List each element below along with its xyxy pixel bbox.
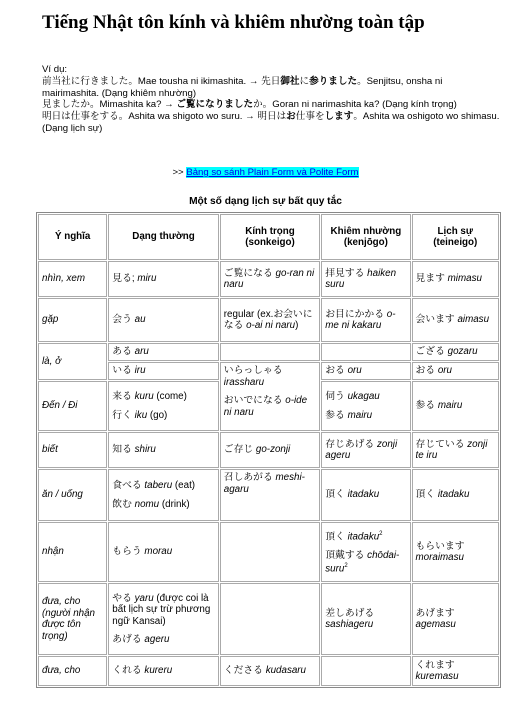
jp-text: ご覧になる (223, 267, 276, 279)
header-meaning: Ý nghĩa (38, 214, 107, 260)
cell-plain (108, 261, 218, 297)
header-kenjo: Khiêm nhường (kenjōgo) (321, 214, 410, 260)
cell-teinei (412, 522, 499, 582)
jp-text: やる (112, 592, 135, 604)
cell-meaning: ăn / uống (38, 469, 107, 521)
romaji-text: mairu (437, 400, 463, 412)
jp-text: ) (295, 320, 299, 331)
jp-text: 存じあげる (325, 438, 377, 450)
romaji-text: chōdai-suru (325, 549, 400, 575)
example-2-bold: ご覧になりました (176, 99, 254, 111)
jp-text: いる (112, 365, 135, 377)
gloss-text: (come) (153, 391, 187, 402)
jp-text: 飲む (112, 498, 135, 510)
cell-sonkei (220, 656, 320, 686)
table-row (38, 432, 499, 468)
romaji-text: o-ide ni naru (223, 395, 308, 418)
cell-meaning: nhìn, xem (38, 261, 107, 297)
cell-teinei (412, 469, 499, 521)
cell-teinei (412, 381, 499, 431)
romaji-text: zonji te iru (415, 438, 488, 461)
jp-text: 参る (415, 400, 438, 412)
cell-kenjo (321, 469, 410, 521)
jp-text: 会います (415, 314, 458, 326)
cell-kenjo (321, 298, 410, 342)
romaji-text: mairu (347, 409, 373, 421)
header-plain: Dạng thường (108, 214, 218, 260)
cell-plain (108, 343, 218, 361)
example-3-text: 明日は仕事をする。Ashita wa shigoto wo suru. → 明日は (42, 111, 287, 123)
cell-meaning: đưa, cho (38, 656, 107, 686)
jp-text: くれます (415, 659, 455, 671)
cell-sonkei (220, 343, 320, 361)
jp-text: 召しあがる (223, 472, 276, 483)
jp-text: ござる (415, 346, 448, 358)
romaji-text: itadaku (347, 489, 380, 501)
example-1-bold: 参りました (309, 75, 358, 87)
cell-teinei (412, 343, 499, 361)
cell-teinei (412, 656, 499, 686)
table-caption: Một số dạng lịch sự bất quy tắc (189, 196, 342, 207)
header-sonkei: Kính trọng (sonkeigo) (220, 214, 320, 260)
cell-sonkei (220, 432, 320, 468)
cell-teinei (412, 362, 499, 380)
cell-meaning: đưa, cho (người nhận được tôn trọng) (38, 583, 107, 655)
example-1 (42, 76, 500, 100)
romaji-text: haiken suru (325, 267, 397, 290)
cell-kenjo (321, 432, 410, 468)
jp-text: regular (ex.お会いになる (223, 308, 313, 331)
cell-kenjo (321, 261, 410, 297)
romaji-text: kuremasu (415, 671, 459, 682)
romaji-text: morau (144, 546, 173, 558)
page-title: Tiếng Nhật tôn kính và khiêm nhường toàn tập (42, 12, 425, 33)
gloss-text: (eat) (172, 480, 196, 491)
jp-text: 来る (112, 391, 135, 402)
romaji-text: gozaru (447, 346, 478, 358)
jp-text: 差しあげる (325, 607, 375, 619)
gloss-text: (go) (147, 409, 168, 421)
jp-text: 見る; (112, 273, 138, 285)
cell-meaning: gặp (38, 298, 107, 342)
romaji-text: nomu (134, 498, 160, 510)
jp-text: 伺う (325, 391, 348, 402)
cell-kenjo (321, 362, 410, 380)
jp-text: 存じている (415, 438, 468, 450)
cell-kenjo (321, 343, 410, 361)
romaji-text: aru (134, 346, 149, 358)
example-1-text: 。Senjitsu, onsha ni mairimashita. (Dạng khiêm nhường) (42, 75, 443, 99)
cell-plain (108, 432, 218, 468)
table-row (38, 298, 499, 342)
romaji-text: go-zonji (255, 444, 291, 456)
jp-text: 行く (112, 409, 135, 421)
cell-plain (108, 362, 218, 380)
romaji-text: iru (134, 365, 146, 377)
jp-text: 頂戴する (325, 549, 368, 561)
cell-plain (108, 469, 218, 521)
cell-plain (108, 298, 218, 342)
romaji-text: agemasu (415, 619, 456, 630)
romaji-text: taberu (144, 480, 173, 491)
romaji-text: shiru (134, 444, 156, 456)
jp-text: ある (112, 346, 135, 358)
example-3-text: 。Ashita wa oshigoto wo shimasu. (Dạng lịch sự) (42, 111, 500, 134)
cell-kenjo (321, 583, 410, 655)
gloss-text: (drink) (159, 498, 190, 510)
jp-text: 参る (325, 409, 348, 421)
table-row (38, 522, 499, 582)
gloss-text: (được coi là bất lịch sự trừ phương ngữ Kansai) (112, 592, 211, 627)
jp-text: 頂く (415, 489, 438, 501)
example-2-text: 見ましたか。Mimashita ka? → (42, 99, 177, 111)
jp-text: もらう (112, 546, 145, 558)
examples-label: Ví dụ: (42, 64, 68, 75)
footnote-marker: 2 (379, 530, 383, 537)
example-1-bold: 御社 (280, 75, 300, 87)
cell-teinei (412, 583, 499, 655)
jp-text: 見ます (415, 273, 448, 285)
cell-meaning: là, ở (38, 343, 107, 380)
jp-text: 頂く (325, 489, 348, 501)
table-header-row (38, 214, 499, 260)
romaji-text: kuru (134, 391, 154, 402)
romaji-text: zonji ageru (325, 438, 398, 461)
header-teinei: Lịch sự (teineigo) (412, 214, 499, 260)
romaji-text: oru (437, 365, 453, 377)
romaji-text: kudasaru (265, 665, 307, 677)
romaji-text: oru (347, 365, 362, 377)
cell-meaning: nhận (38, 522, 107, 582)
examples-block (42, 64, 500, 135)
romaji-text: miru (137, 273, 157, 285)
example-3-bold: します (324, 111, 354, 123)
jp-text: くださる (223, 665, 266, 677)
jp-text: おる (325, 365, 348, 377)
jp-text: 拝見する (325, 267, 368, 279)
jp-text: 食べる (112, 480, 145, 491)
example-3-text: 仕事を (295, 111, 325, 123)
romaji-text: mimasu (447, 273, 482, 285)
cell-sonkei (220, 583, 320, 655)
comparison-link-line (0, 167, 531, 179)
cell-sonkei (220, 522, 320, 582)
jp-text: 頂く (325, 531, 348, 543)
jp-text: ご存じ (223, 444, 256, 456)
romaji-text: sashiageru (325, 619, 374, 630)
cell-sonkei (220, 469, 320, 521)
table-row (38, 656, 499, 686)
cell-plain (108, 656, 218, 686)
example-1-text: に (299, 75, 310, 87)
example-3-bold: お (286, 111, 296, 123)
cell-plain (108, 381, 218, 431)
jp-text: お目にかかる (325, 308, 387, 320)
romaji-text: moraimasu (415, 552, 464, 563)
example-2-text: か。Goran ni narimashita ka? (Dạng kính trọng) (253, 99, 457, 111)
jp-text: もらいます (415, 540, 465, 552)
romaji-text: yaru (134, 592, 154, 604)
table-row (38, 261, 499, 297)
example-2 (42, 99, 500, 111)
cell-sonkei (220, 362, 320, 431)
cell-sonkei (220, 298, 320, 342)
example-3 (42, 111, 500, 135)
jp-text: おる (415, 365, 438, 377)
romaji-text: meshi-agaru (223, 472, 305, 495)
jp-text: 知る (112, 444, 135, 456)
table-row (38, 469, 499, 521)
cell-meaning: biết (38, 432, 107, 468)
romaji-text: o-ai ni naru (246, 320, 296, 331)
romaji-text: aimasu (457, 314, 490, 326)
link-prefix: >> (172, 167, 187, 178)
jp-text: 会う (112, 314, 135, 326)
romaji-text: go-ran ni naru (223, 267, 315, 290)
cell-kenjo (321, 381, 410, 431)
romaji-text: ukagau (347, 391, 380, 402)
jp-text: いらっしゃる (223, 365, 283, 376)
plain-polite-comparison-link[interactable]: Bảng so sánh Plain Form và Polite Form (186, 167, 359, 178)
romaji-text: ageru (144, 634, 170, 645)
cell-kenjo (321, 656, 410, 686)
jp-text: あげる (112, 634, 145, 645)
footnote-marker: 2 (344, 563, 348, 570)
romaji-text: itadaku (347, 531, 380, 543)
cell-kenjo (321, 522, 410, 582)
cell-teinei (412, 261, 499, 297)
romaji-text: kureru (144, 665, 173, 677)
romaji-text: iku (134, 409, 148, 421)
table-row (38, 343, 499, 361)
cell-plain (108, 522, 218, 582)
jp-text: おいでになる (223, 395, 286, 406)
romaji-text: itadaku (437, 489, 470, 501)
table-row (38, 583, 499, 655)
cell-sonkei (220, 261, 320, 297)
jp-text: くれる (112, 665, 145, 677)
cell-teinei (412, 298, 499, 342)
cell-teinei (412, 432, 499, 468)
example-1-text: 前当社に行きました。Mae tousha ni ikimashita. → 先日 (42, 75, 281, 87)
cell-plain (108, 583, 218, 655)
romaji-text: au (134, 314, 146, 326)
romaji-text: irassharu (223, 376, 265, 388)
romaji-text: o-me ni kakaru (325, 308, 396, 331)
cell-meaning: Đến / Đi (38, 381, 107, 431)
honorific-forms-table (36, 212, 501, 688)
jp-text: あげます (415, 607, 455, 619)
